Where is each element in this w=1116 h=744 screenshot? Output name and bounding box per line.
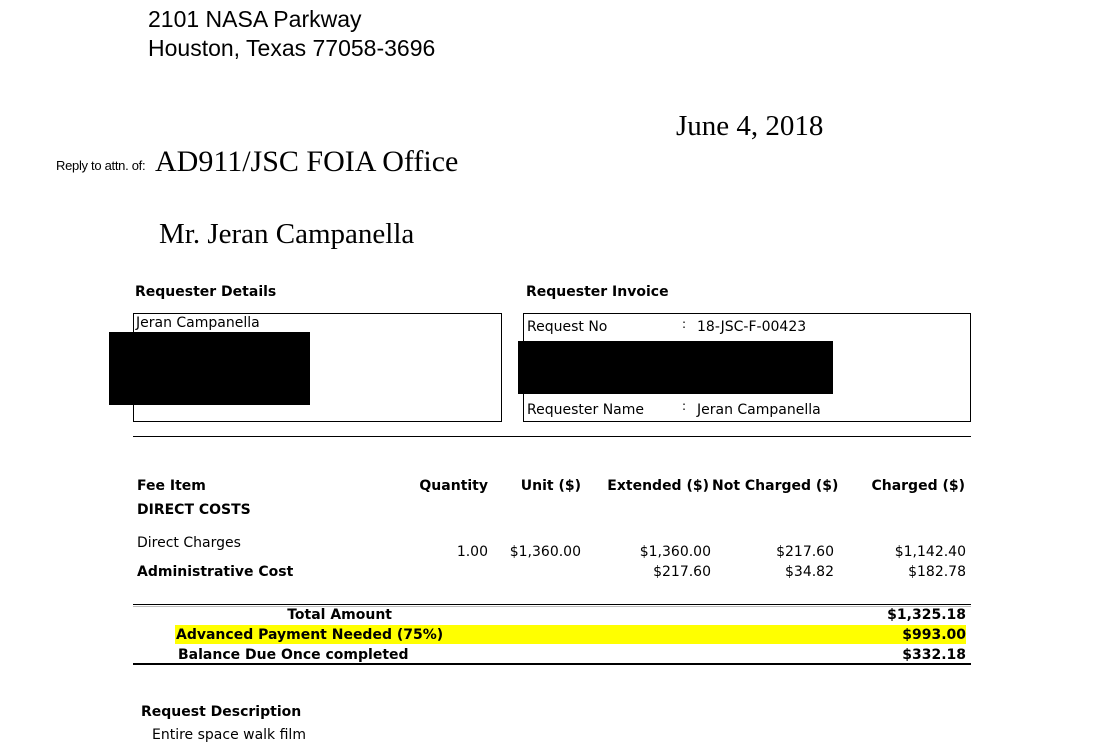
column-header-unit: Unit ($) [520,478,581,494]
column-header-extended: Extended ($) [607,478,709,494]
fee-charged: $182.78 [908,564,966,580]
requester-details-name: Jeran Campanella [136,315,260,331]
requester-details-title: Requester Details [135,284,277,300]
fee-item-name: Administrative Cost [137,564,294,580]
totals-bottom-rule [133,663,971,665]
column-header-not-charged: Not Charged ($) [712,478,839,494]
cut-off-header-text [148,0,558,4]
section-direct-costs: DIRECT COSTS [137,502,251,518]
fee-quantity: 1.00 [456,544,488,560]
requester-invoice-title: Requester Invoice [526,284,669,300]
address-line-2: Houston, Texas 77058-3696 [148,35,436,61]
fee-not-charged: $217.60 [776,544,834,560]
total-amount-label: Total Amount [287,607,392,623]
letter-date: June 4, 2018 [676,110,824,142]
fee-item-name: Direct Charges [137,535,241,551]
fee-charged: $1,142.40 [894,544,966,560]
requester-name-label: Requester Name [527,402,644,418]
redaction-block [109,332,310,405]
request-no-separator: : [682,317,687,331]
fee-extended: $217.60 [653,564,711,580]
advance-payment-label: Advanced Payment Needed (75%) [176,627,444,643]
request-description-text: Entire space walk film [152,727,306,743]
fee-unit: $1,360.00 [509,544,581,560]
column-header-quantity: Quantity [419,478,488,494]
reply-to-label: Reply to attn. of: [56,158,146,173]
column-header-fee-item: Fee Item [137,478,206,494]
reply-to-office: AD911/JSC FOIA Office [155,145,459,178]
request-description-title: Request Description [141,704,302,720]
total-amount-value: $1,325.18 [887,607,966,623]
fee-extended: $1,360.00 [639,544,711,560]
redaction-block [518,341,833,394]
address-line-1: 2101 NASA Parkway [148,6,362,32]
requester-name-separator: : [682,399,687,413]
totals-top-rule [133,604,971,605]
request-no-label: Request No [527,319,608,335]
fee-not-charged: $34.82 [785,564,834,580]
advance-payment-value: $993.00 [902,627,966,643]
request-no-value: 18-JSC-F-00423 [697,319,807,335]
requester-name-value: Jeran Campanella [697,402,821,418]
section-divider [133,436,971,437]
salutation: Mr. Jeran Campanella [159,218,415,250]
balance-due-value: $332.18 [902,647,966,663]
column-header-charged: Charged ($) [871,478,965,494]
balance-due-label: Balance Due Once completed [178,647,409,663]
